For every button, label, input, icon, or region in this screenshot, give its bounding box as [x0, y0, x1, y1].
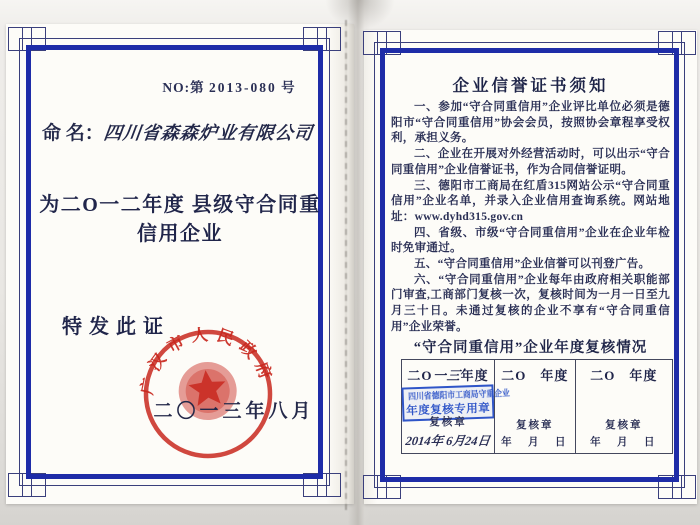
notice-title: 企业信誉证书须知 — [452, 76, 609, 95]
fold-crease — [345, 20, 347, 510]
seal-text: 广汉市人民政府 — [137, 324, 278, 397]
review-year-header — [407, 365, 488, 384]
company-name-handwritten: 四川省森森炉业有限公司 — [102, 123, 314, 143]
certificate-serial-line — [124, 76, 334, 96]
notice-paragraph-6: 六、“守合同重信用”企业每年由政府相关职能部门审查,工商部门复核一次，复核时间为一月一日至九月三十日。未通过复核的企业不享有“守合同重信用”企业荣誉。 — [391, 273, 670, 333]
review-date-blank: 年 月 日 — [501, 437, 569, 448]
issue-statement: 特发此证 — [62, 316, 170, 338]
notice-paragraph-3: 三、德阳市工商局在红盾315网站公示“守合同重信用”企业名单，并录入企业信用查询系统。网站地址：www.dyhd315.gov.cn — [391, 179, 670, 223]
review-seal-label: 复核章 — [605, 420, 643, 431]
company-name-line — [42, 118, 332, 145]
notice-paragraph-4: 四、省级、市级“守合同重信用”企业在企业年检时免审通过。 — [391, 226, 670, 255]
review-seal-label: 复核章 — [429, 417, 467, 428]
year-prefix: 二O — [407, 368, 433, 383]
review-year-header — [501, 365, 568, 384]
review-column-2013 — [402, 360, 510, 453]
fold-shadow — [325, 0, 395, 30]
notice-body — [391, 100, 670, 336]
name-label: 命 名： — [42, 123, 104, 144]
serial-suffix: 号 — [281, 80, 296, 95]
review-seal-label: 复核章 — [516, 420, 554, 431]
award-title-line: 为二O一二年度 县级守合同重信用企业 — [39, 194, 321, 245]
review-footer — [576, 417, 672, 449]
review-year-header — [590, 365, 657, 384]
review-date-blank: 年 月 日 — [590, 437, 658, 448]
year-prefix: 二O — [590, 368, 616, 383]
review-footer — [402, 414, 494, 449]
issue-date: 二〇一三年八月 — [153, 401, 315, 422]
certificate-left-page — [6, 24, 354, 504]
year-suffix: 年度 — [629, 368, 658, 383]
stamp-line-1: 四川省德阳市工商局守重企业 — [408, 387, 510, 402]
review-footer — [495, 417, 575, 449]
serial-prefix: NO:第 — [162, 80, 205, 95]
year-prefix: 二O — [501, 368, 527, 383]
notice-paragraph-1: 一、参加“守合同重信用”企业评比单位必须是德阳市“守合同重信用”协会会员，按照协会章程享受权利，承担义务。 — [391, 101, 670, 145]
annual-review-section-title: “守合同重信用”企业年度复核情况 — [413, 340, 648, 356]
certificate-right-page — [364, 30, 697, 504]
year-suffix: 年度 — [540, 368, 569, 383]
notice-paragraph-2: 二、企业在开展对外经营活动时，可以出示“守合同重信用”企业信誉证书，作为合同信誉证明。 — [391, 148, 670, 176]
review-date-handwritten: 2014年 6月24日 — [404, 434, 491, 448]
review-column-blank-2 — [575, 360, 672, 453]
notice-paragraph-5: 五、“守合同重信用”企业信誉可以刊登广告。 — [414, 258, 651, 271]
annual-review-table — [401, 359, 673, 454]
year-handwritten: 一三 — [431, 368, 462, 383]
government-red-seal — [131, 317, 285, 471]
review-column-blank-1 — [494, 360, 575, 453]
year-suffix: 年度 — [460, 368, 489, 383]
stamp-line-2: 年度复核专用章 — [406, 402, 491, 418]
serial-number: 2013-080 — [209, 80, 277, 95]
